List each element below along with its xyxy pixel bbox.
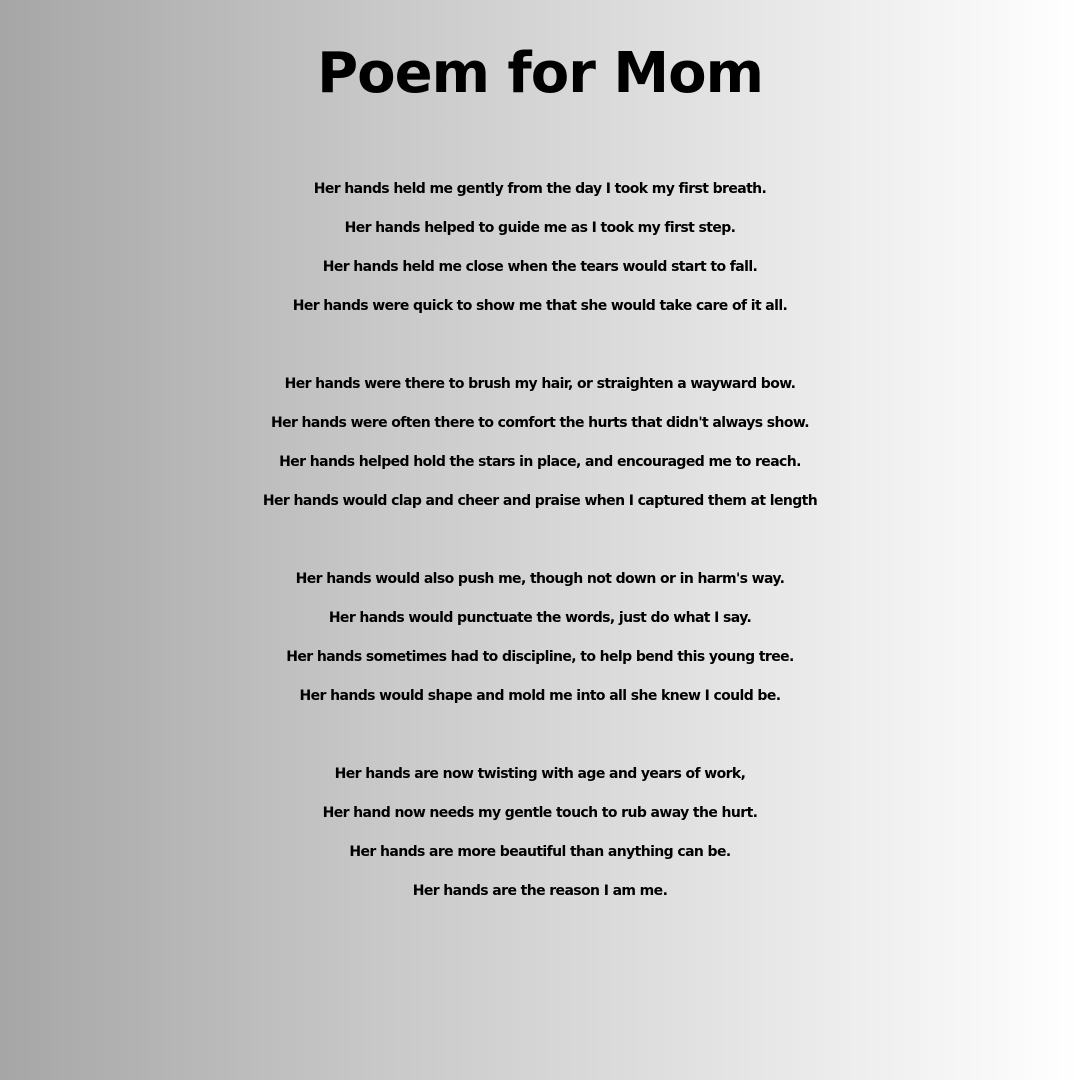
stanza-2 xyxy=(0,365,1080,521)
poem-line: Her hands helped hold the stars in place, and encouraged me to reach. xyxy=(279,454,801,470)
poem-line: Her hands were there to brush my hair, or straighten a wayward bow. xyxy=(284,376,796,392)
poem-line: Her hands held me close when the tears would start to fall. xyxy=(322,259,758,275)
poem-line: Her hands would clap and cheer and praise when I captured them at length xyxy=(262,493,818,509)
poem-line: Her hands are the reason I am me. xyxy=(412,883,668,899)
poem-line: Her hands would also push me, though not down or in harm's way. xyxy=(295,571,785,587)
poem-line: Her hands helped to guide me as I took my first step. xyxy=(344,220,736,236)
poem-line: Her hands sometimes had to discipline, to help bend this young tree. xyxy=(286,649,794,665)
stanza-1 xyxy=(0,170,1080,326)
poem-line: Her hands held me gently from the day I took my first breath. xyxy=(313,181,767,197)
poem-line: Her hands are now twisting with age and years of work, xyxy=(334,766,746,782)
poem-line: Her hands would punctuate the words, just do what I say. xyxy=(328,610,752,626)
poem-line: Her hands were often there to comfort the hurts that didn't always show. xyxy=(270,415,810,431)
stanza-3 xyxy=(0,560,1080,716)
page-title: Poem for Mom xyxy=(317,41,763,106)
stanza-4 xyxy=(0,755,1080,911)
poem-line: Her hands were quick to show me that she would take care of it all. xyxy=(292,298,788,314)
poem-line: Her hands are more beautiful than anything can be. xyxy=(349,844,731,860)
poem-line: Her hands would shape and mold me into all she knew I could be. xyxy=(299,688,781,704)
poem-body xyxy=(0,170,1080,950)
poem-line: Her hand now needs my gentle touch to rub away the hurt. xyxy=(322,805,758,821)
